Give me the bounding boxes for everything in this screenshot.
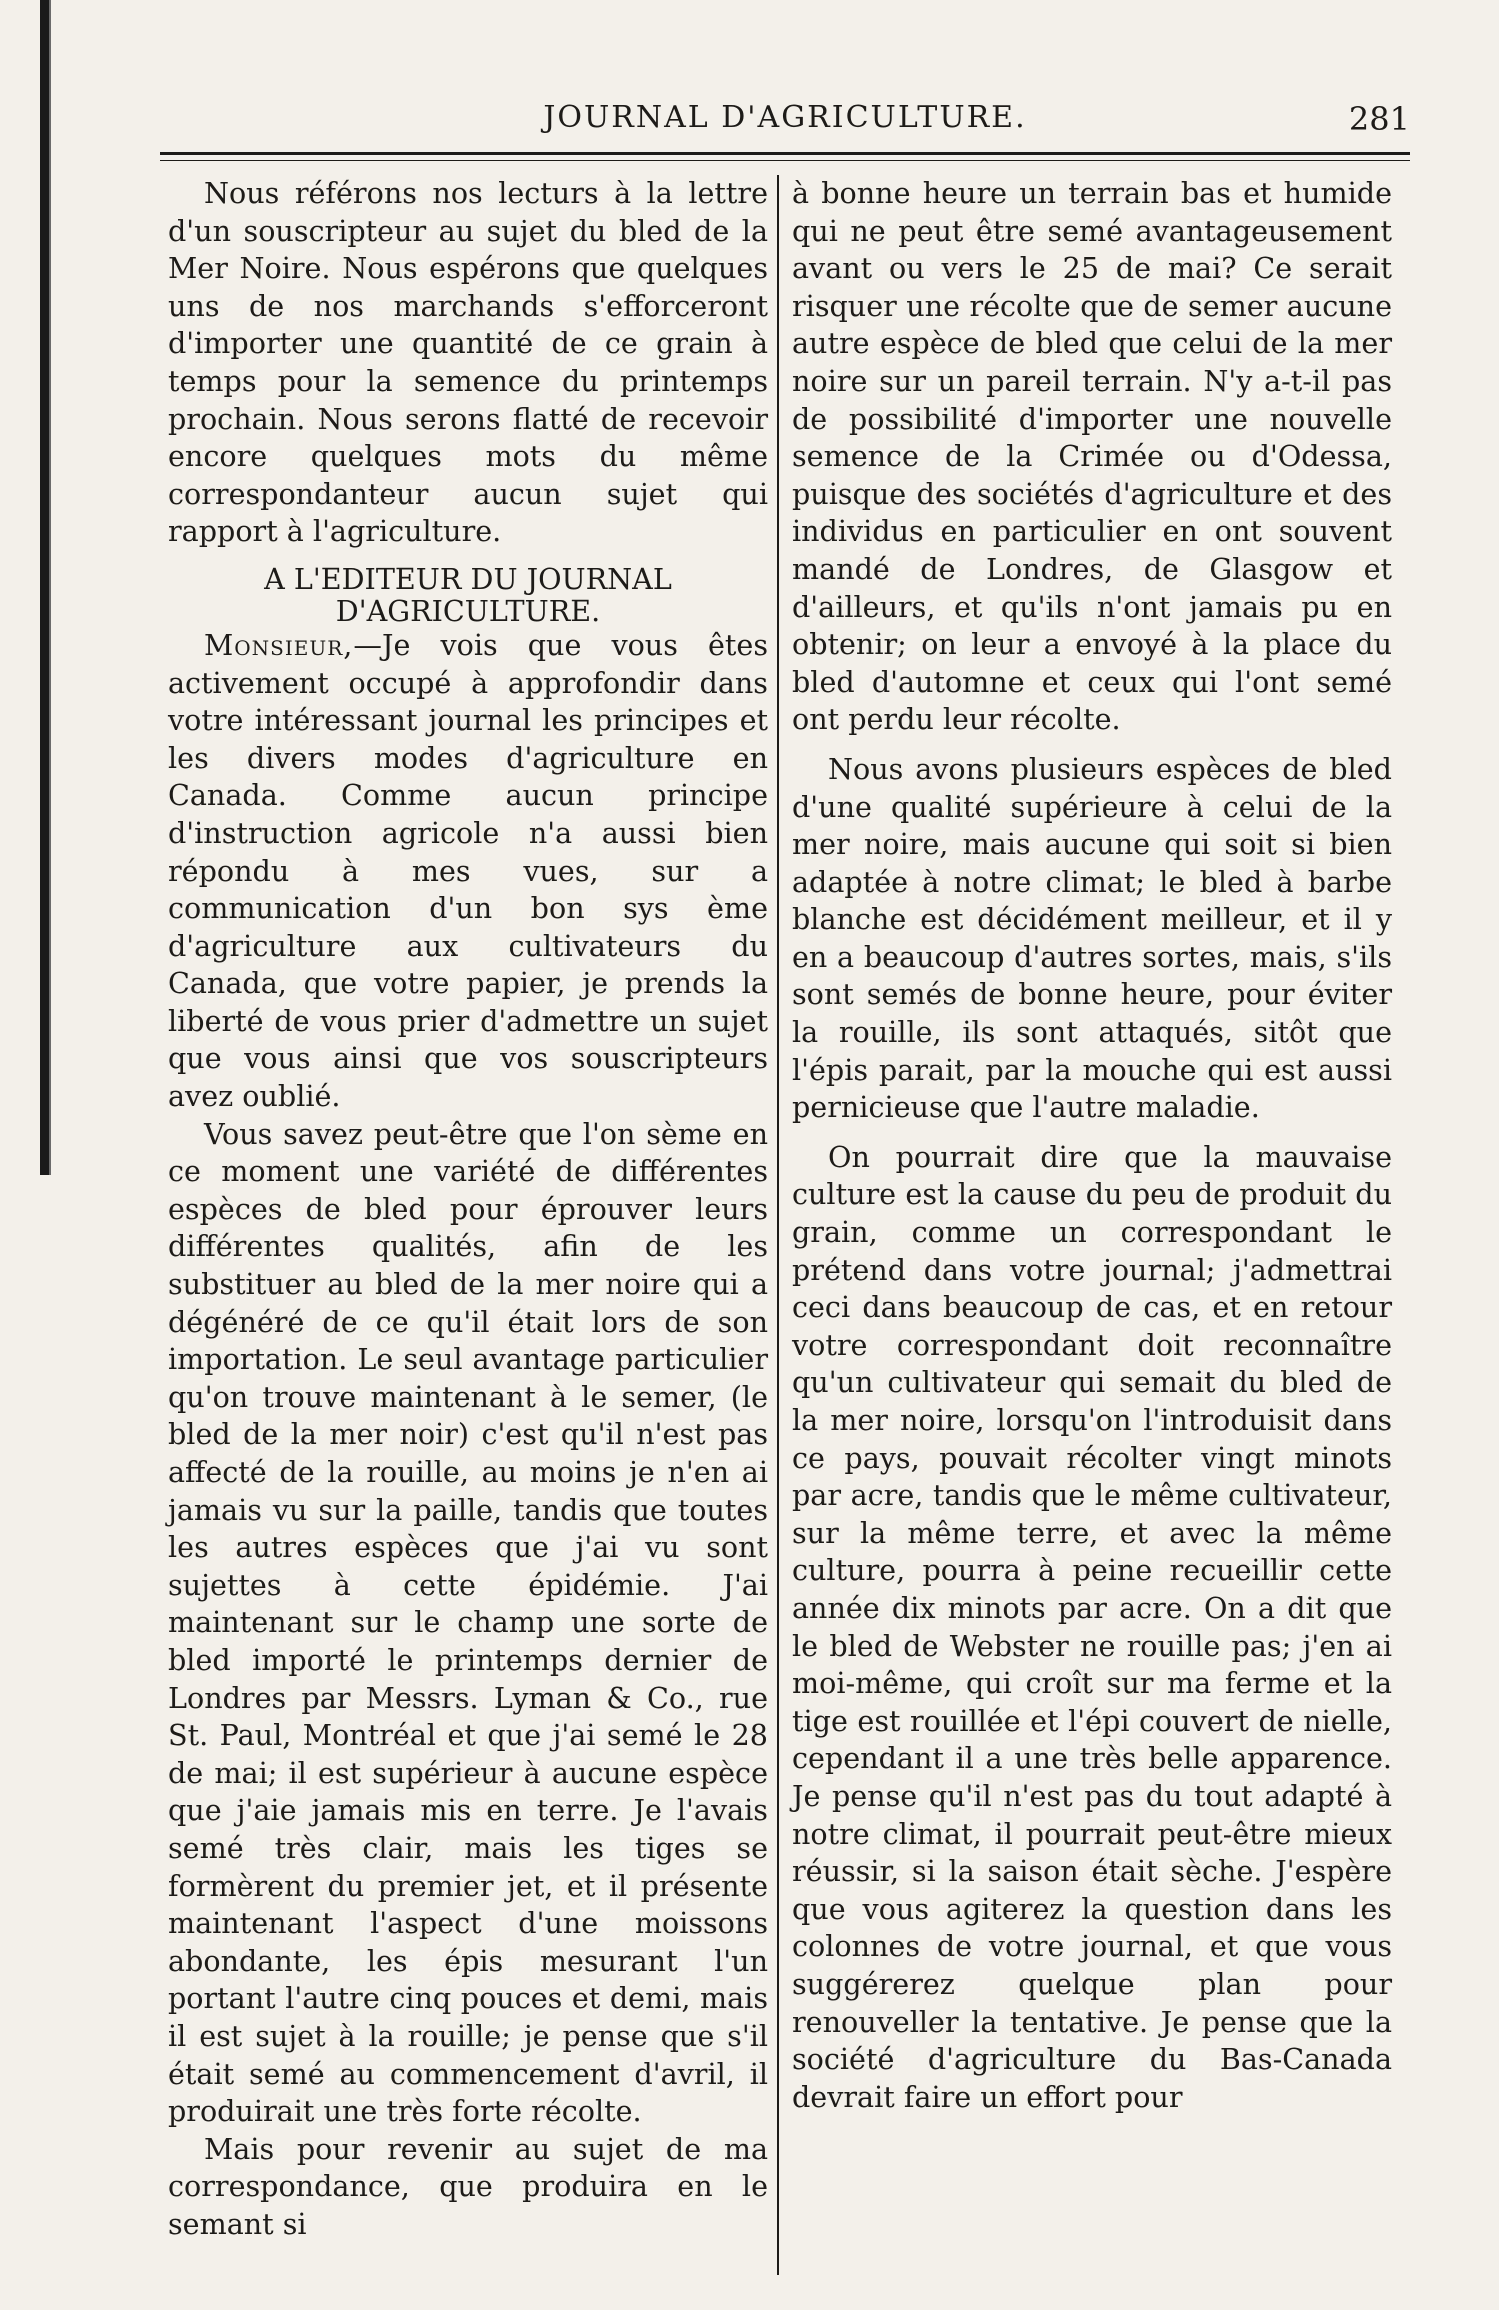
header-rule-thin <box>160 160 1410 161</box>
column-divider <box>777 175 779 2275</box>
page-binding-edge <box>40 0 54 1175</box>
running-header <box>160 100 1410 150</box>
header-rule-thick <box>160 152 1410 155</box>
letter-opening <box>168 627 768 1116</box>
letter-paragraph-3: Mais pour revenir au sujet de ma correspondance, que produira en le semant si <box>168 2131 768 2241</box>
letter-paragraph-5: On pourrait dire que la mauvaise culture est la cause du peu de produit du grain, comme un correspondant le prétend dans votre journal; j'admettrai ceci dans beaucoup de cas, et en retour votre correspondant doit reconnaître qu'un cultivateur qui semait du bled de la mer noire, lorsqu'on l'introduisit dans ce pays, pouvait récolter vingt minots par acre, tandis que le même cultivateur, sur la même terre, et avec la même culture, pourra à peine recueillir cette année dix minots par acre. On a dit que le bled de Webster ne rouille pas; j'en ai moi-même, qui croît sur ma ferme et la tige est rouillée et l'épi couvert de nielle, cependant il a une très belle apparence. Je pense qu'il n'est pas du tout adapté à notre climat, il pourrait peut-être mieux réussir, si la saison était sèche. J'espère que vous agiterez la question dans les colonnes de votre journal, et que vous suggérerez quelque plan pour renouveller la tentative. Je pense que la société d'agriculture du Bas-Canada devrait faire un effort pour <box>792 1139 1392 2114</box>
letter-paragraph-4: Nous avons plusieurs espèces de bled d'une qualité supérieure à celui de la mer noire, mais aucune qui soit si bien adaptée à notre climat; le bled à barbe blanche est décidément meilleur, et il y en a beaucoup d'autres sortes, mais, s'ils sont semés de bonne heure, pour éviter la rouille, ils sont attaqués, sitôt que l'épis parait, par la mouche qui est aussi pernicieuse que l'autre maladie. <box>792 751 1392 1125</box>
salutation: Monsieur, <box>204 627 354 662</box>
letter-paragraph-1: —Je vois que vous êtes activement occupé à approfondir dans votre intéressant journal les principes et les divers modes d'agriculture en Canada. Comme aucun principe d'instruction agricole n'a aussi bien répondu à mes vues, sur a communication d'un bon sys ème d'agriculture aux cultivateurs du Canada, que votre papier, je prends la liberté de vous prier d'admettre un sujet que vous ainsi que vos souscripteurs avez oublié. <box>168 627 768 1114</box>
letter-paragraph-3-continued: à bonne heure un terrain bas et humide qui ne peut être semé avantageusement avant ou vers le 25 de mai? Ce serait risquer une récolte que de semer aucune autre espèce de bled que celui de la mer noire sur un pareil terrain. N'y a-t-il pas de possibilité d'importer une nouvelle semence de la Crimée ou d'Odessa, puisque des sociétés d'agriculture et des individus en particulier en ont souvent mandé de Londres, de Glasgow et d'ailleurs, et qu'ils n'ont jamais pu en obtenir; on leur a envoyé à la place du bled d'automne et ceux qui l'ont semé ont perdu leur récolte. <box>792 176 1392 737</box>
right-column <box>792 175 1392 2116</box>
letter-paragraph-2: Vous savez peut-être que l'on sème en ce moment une variété de différentes espèces de bled pour éprouver leurs différentes qualités, afin de les substituer au bled de la mer noire qui a dégénéré de ce qu'il était lors de son importation. Le seul avantage particulier qu'on trouve maintenant à le semer, (le bled de la mer noir) c'est qu'il n'est pas affecté de la rouille, au moins je n'en ai jamais vu sur la paille, tandis que toutes les autres espèces que j'ai vu sont sujettes à cette épidémie. J'ai maintenant sur le champ une sorte de bled importé le printemps dernier de Londres par Messrs. Lyman & Co., rue St. Paul, Montréal et que j'ai semé le 28 de mai; il est supérieur à aucune espèce que j'aie jamais mis en terre. Je l'avais semé très clair, mais les tiges se formèrent du premier jet, et il présente maintenant l'aspect d'une moissons abondante, les épis mesurant l'un portant l'autre cinq pouces et demi, mais il est sujet à la rouille; je pense que s'il était semé au commencement d'avril, il produirait une très forte récolte. <box>168 1116 768 2129</box>
left-column <box>168 175 768 2243</box>
page-number: 281 <box>1348 100 1410 138</box>
letter-heading: A L'EDITEUR DU JOURNAL D'AGRICULTURE. <box>264 561 672 628</box>
journal-title: JOURNAL D'AGRICULTURE. <box>543 100 1027 135</box>
editor-note: Nous référons nos lecturs à la lettre d'un souscripteur au sujet du bled de la Mer Noire. Nous espérons que quelques uns de nos marchands s'efforceront d'importer une quantité de ce grain à temps pour la semence du printemps prochain. Nous serons flatté de recevoir encore quelques mots du même correspondanteur aucun sujet qui rapport à l'agriculture. <box>168 176 768 549</box>
